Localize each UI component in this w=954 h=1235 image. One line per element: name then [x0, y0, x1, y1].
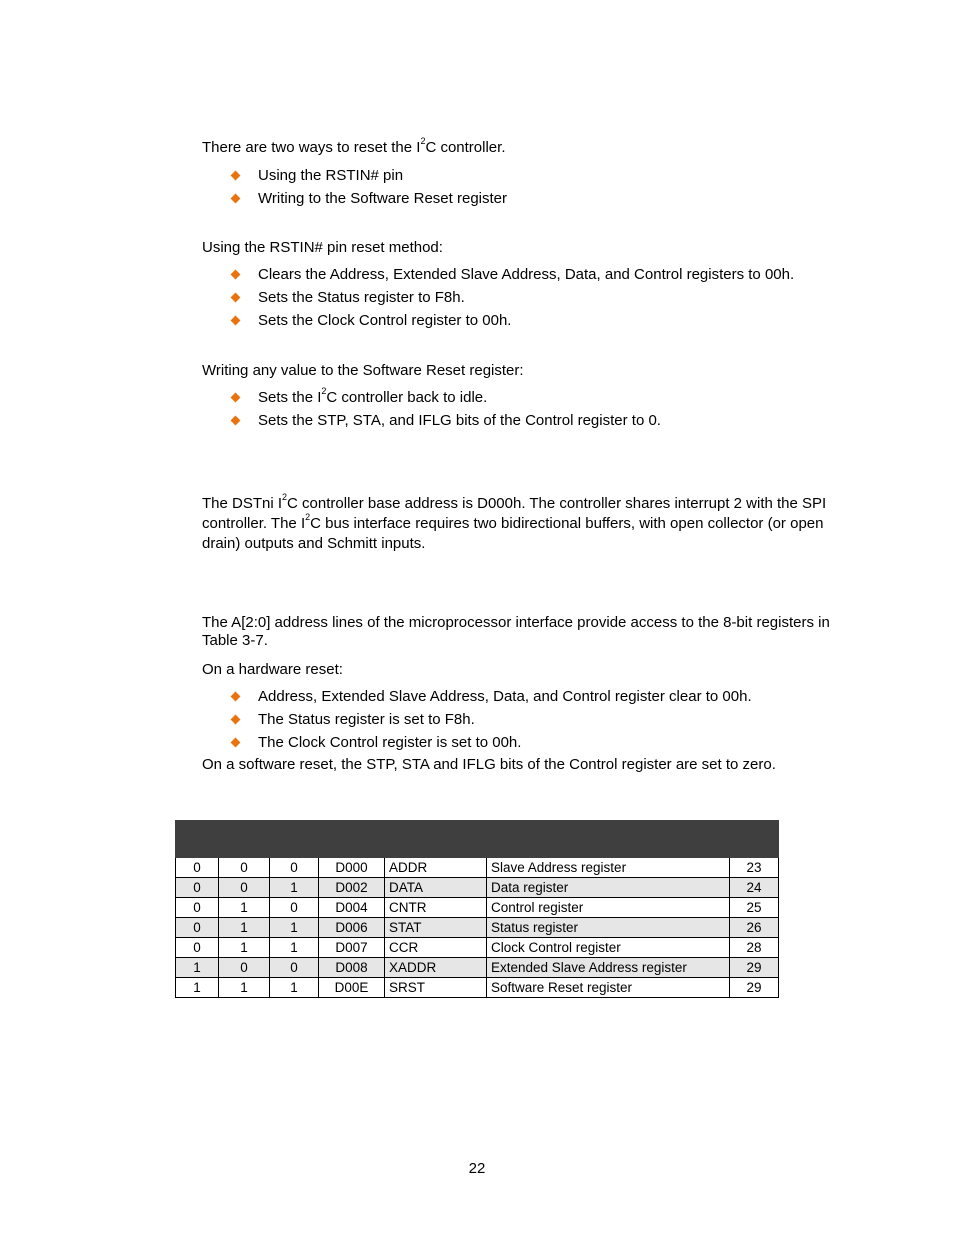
list-item: Using the RSTIN# pin	[230, 166, 507, 189]
a1-cell: 0	[219, 858, 270, 878]
a1-cell: 1	[219, 918, 270, 938]
header-cell	[176, 839, 219, 858]
a1-cell: 1	[219, 938, 270, 958]
table-row	[176, 918, 779, 938]
header-cell	[176, 821, 319, 839]
bullet-icon	[231, 393, 241, 403]
bullet-icon	[231, 692, 241, 702]
a0-cell: 1	[270, 938, 319, 958]
address-cell: D004	[319, 898, 385, 918]
description-cell: Status register	[487, 918, 730, 938]
table-row	[176, 958, 779, 978]
bullet-icon	[231, 270, 241, 280]
a1-cell: 1	[219, 898, 270, 918]
address-cell: D00E	[319, 978, 385, 998]
address-cell: D006	[319, 918, 385, 938]
description-cell: Clock Control register	[487, 938, 730, 958]
mnemonic-cell: STAT	[385, 918, 487, 938]
table-row	[176, 978, 779, 998]
list-item: Address, Extended Slave Address, Data, and Control register clear to 00h.	[230, 687, 752, 710]
address-cell: D007	[319, 938, 385, 958]
description-cell: Data register	[487, 878, 730, 898]
mnemonic-cell: CNTR	[385, 898, 487, 918]
table-header-row	[176, 821, 779, 839]
a2-cell: 0	[176, 878, 219, 898]
list-item: Sets the STP, STA, and IFLG bits of the Control register to 0.	[230, 411, 661, 434]
base-address-paragraph: The DSTni $I^2C$ controller base address is D000h. The controller shares interrupt 2 with the SPI controller. The $I^2C$ bus interface requires two bidirectional buffers, with open collector (or open drain) outputs and Schmitt inputs.	[202, 492, 827, 552]
a1-cell: 1	[219, 978, 270, 998]
a0-cell: 0	[270, 958, 319, 978]
page-number: 22	[468, 1160, 486, 1177]
a2-cell: 0	[176, 898, 219, 918]
table-row	[176, 858, 779, 878]
description-cell: Software Reset register	[487, 978, 730, 998]
a0-cell: 0	[270, 898, 319, 918]
bullet-icon	[231, 715, 241, 725]
table-row	[176, 898, 779, 918]
software-reset-list	[230, 388, 661, 434]
a2-cell: 0	[176, 938, 219, 958]
header-cell	[487, 821, 730, 858]
a1-cell: 0	[219, 958, 270, 978]
register-table	[175, 820, 779, 998]
description-cell: Extended Slave Address register	[487, 958, 730, 978]
mnemonic-cell: ADDR	[385, 858, 487, 878]
page-cell: 24	[730, 878, 779, 898]
header-cell	[319, 821, 385, 858]
mnemonic-cell: DATA	[385, 878, 487, 898]
reset-ways-list	[230, 166, 507, 212]
software-reset-paragraph: On a software reset, the STP, STA and IFLG bits of the Control register are set to zero.	[202, 756, 776, 773]
list-item: The Status register is set to F8h.	[230, 710, 752, 733]
header-cell	[730, 821, 779, 858]
page-cell: 23	[730, 858, 779, 878]
bullet-icon	[231, 194, 241, 204]
a2-cell: 0	[176, 858, 219, 878]
bullet-icon	[231, 293, 241, 303]
description-cell: Control register	[487, 898, 730, 918]
table-row	[176, 878, 779, 898]
page-cell: 25	[730, 898, 779, 918]
bullet-icon	[231, 738, 241, 748]
a0-cell: 0	[270, 858, 319, 878]
a0-cell: 1	[270, 918, 319, 938]
list-item: Writing to the Software Reset register	[230, 189, 507, 212]
page-cell: 29	[730, 958, 779, 978]
hardware-reset-list	[230, 687, 752, 756]
list-item: Sets the Status register to F8h.	[230, 288, 794, 311]
address-cell: D008	[319, 958, 385, 978]
mnemonic-cell: CCR	[385, 938, 487, 958]
a1-cell: 0	[219, 878, 270, 898]
a0-cell: 1	[270, 978, 319, 998]
a0-cell: 1	[270, 878, 319, 898]
bullet-icon	[231, 416, 241, 426]
page-cell: 26	[730, 918, 779, 938]
header-cell	[270, 839, 319, 858]
a2-cell: 1	[176, 978, 219, 998]
hardware-reset-intro: On a hardware reset:	[202, 661, 343, 678]
bullet-icon	[231, 316, 241, 326]
mnemonic-cell: XADDR	[385, 958, 487, 978]
list-item: Sets the $I^2C$ controller back to idle.	[230, 388, 661, 411]
bullet-icon	[231, 171, 241, 181]
software-reset-intro: Writing any value to the Software Reset register:	[202, 362, 524, 379]
header-cell	[219, 839, 270, 858]
header-cell	[385, 821, 487, 858]
mnemonic-cell: SRST	[385, 978, 487, 998]
list-item: Clears the Address, Extended Slave Address, Data, and Control registers to 00h.	[230, 265, 794, 288]
page-cell: 29	[730, 978, 779, 998]
a2-cell: 1	[176, 958, 219, 978]
rstin-list	[230, 265, 794, 334]
address-cell: D000	[319, 858, 385, 878]
address-lines-paragraph: The A[2:0] address lines of the microprocessor interface provide access to the 8-bit registers in Table 3-7.	[202, 614, 830, 649]
rstin-intro: Using the RSTIN# pin reset method:	[202, 239, 443, 256]
list-item: The Clock Control register is set to 00h.	[230, 733, 752, 756]
table-row	[176, 938, 779, 958]
page-cell: 28	[730, 938, 779, 958]
list-item: Sets the Clock Control register to 00h.	[230, 311, 794, 334]
address-cell: D002	[319, 878, 385, 898]
intro-paragraph: There are two ways to reset the $I^2C$ controller.	[202, 136, 506, 156]
a2-cell: 0	[176, 918, 219, 938]
description-cell: Slave Address register	[487, 858, 730, 878]
